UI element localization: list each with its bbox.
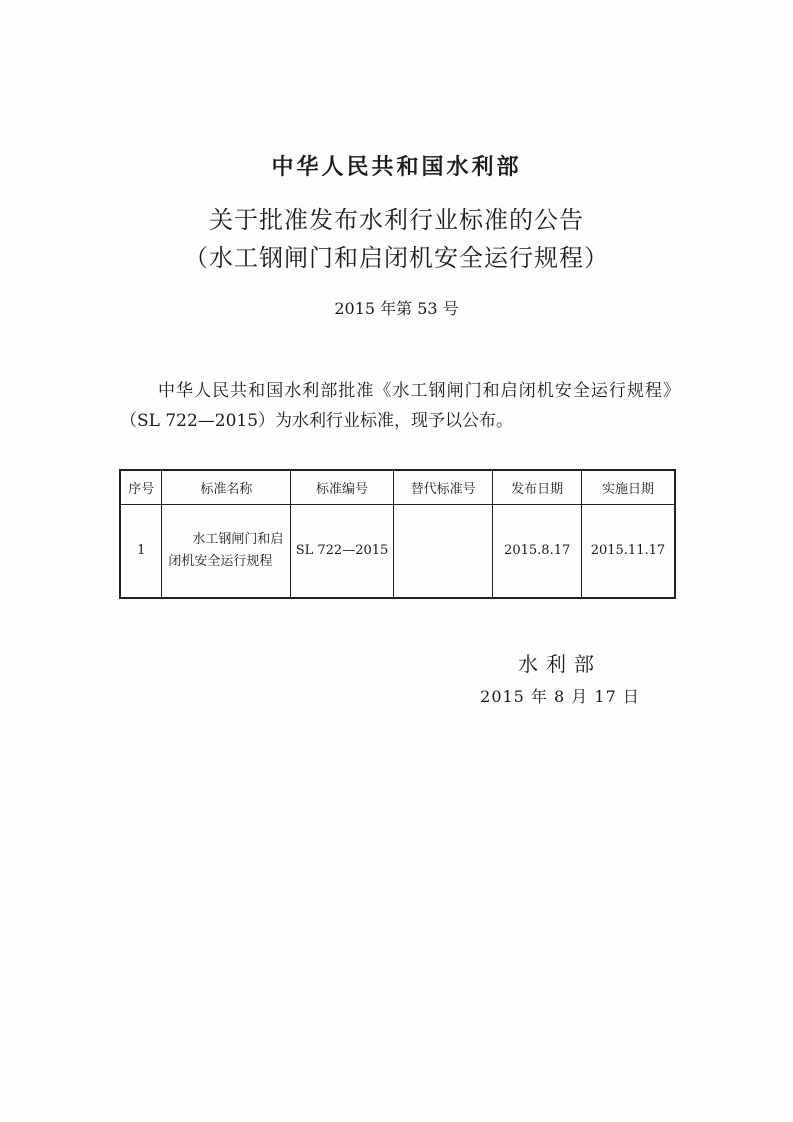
signature-date: 2015 年 8 月 17 日 (480, 687, 640, 706)
header-standard-name: 标准名称 (162, 470, 291, 504)
table-header-row (120, 470, 675, 504)
header-effective-date: 实施日期 (581, 470, 675, 504)
cell-publish-date: 2015.8.17 (493, 504, 581, 598)
ministry-heading: 中华人民共和国水利部 (271, 155, 522, 180)
cell-serial-number: 1 (120, 504, 162, 598)
document-number: 2015 年第 53 号 (334, 299, 459, 318)
cell-standard-name: 水工钢闸门和启闭机安全运行规程 (162, 504, 291, 598)
header-replaced-standard: 替代标准号 (393, 470, 493, 504)
header-serial-number: 序号 (120, 470, 162, 504)
announcement-paragraph: 中华人民共和国水利部批准《水工钢闸门和启闭机安全运行规程》（SL 722—2015）为水利行业标准，现予以公布。 (120, 381, 680, 431)
cell-effective-date: 2015.11.17 (581, 504, 675, 598)
cell-replaced-standard (393, 504, 493, 598)
header-publish-date: 发布日期 (493, 470, 581, 504)
standards-table (119, 469, 676, 599)
cell-standard-code: SL 722—2015 (291, 504, 394, 598)
table-row (120, 504, 675, 598)
issuer-signature: 水利部 (518, 652, 602, 676)
notice-title: 关于批准发布水利行业标准的公告 (209, 206, 584, 234)
header-standard-code: 标准编号 (291, 470, 394, 504)
notice-subtitle: （水工钢闸门和启闭机安全运行规程） (184, 244, 609, 272)
